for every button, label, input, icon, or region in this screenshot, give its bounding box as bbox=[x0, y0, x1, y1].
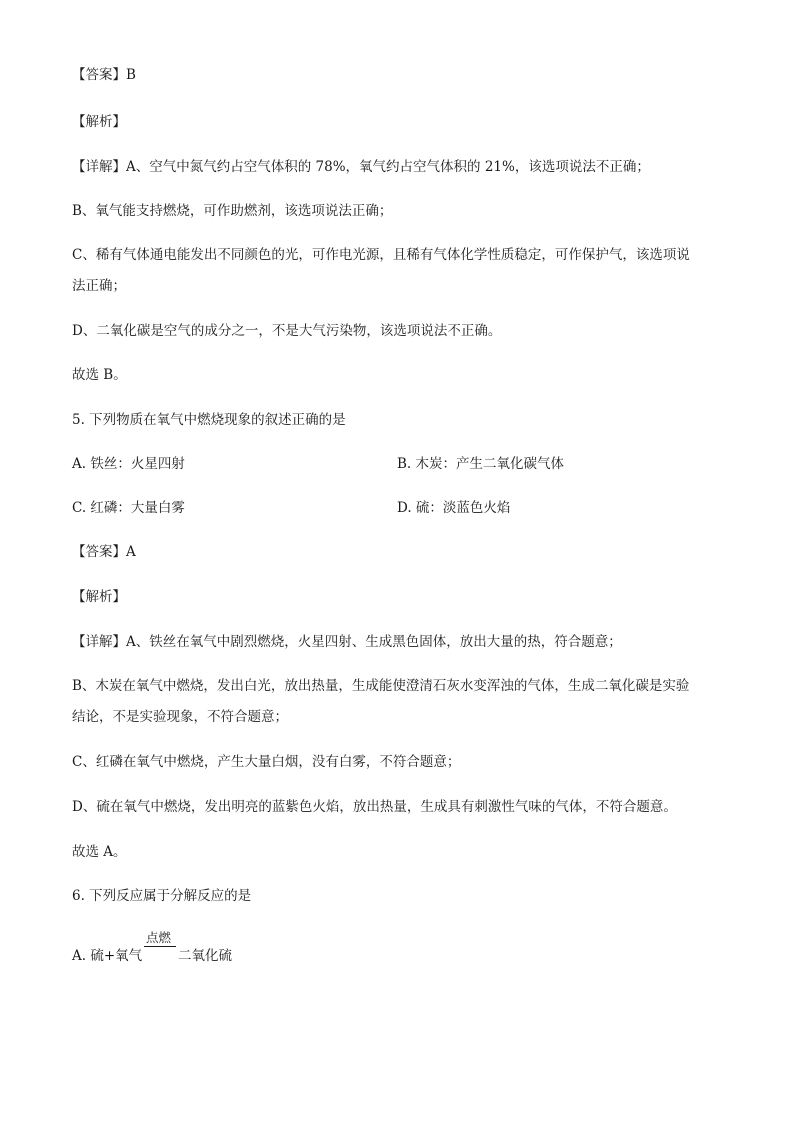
q5-analysis-heading: 【解析】 bbox=[72, 589, 126, 605]
q5-option-b: B. 木炭：产生二氧化碳气体 bbox=[397, 456, 565, 472]
q4-answer: 【答案】B bbox=[72, 67, 136, 83]
q5-detail-b-line2: 结论，不是实验现象，不符合题意； bbox=[72, 709, 288, 725]
q5-detail-a: 【详解】A、铁丝在氧气中剧烈燃烧，火星四射、生成黑色固体，放出大量的热，符合题意； bbox=[72, 634, 622, 650]
q5-answer: 【答案】A bbox=[72, 544, 136, 560]
q5-option-a: A. 铁丝：火星四射 bbox=[72, 456, 185, 472]
q6-option-a-reaction bbox=[72, 930, 372, 970]
q4-detail-b: B、氧气能支持燃烧，可作助燃剂，该选项说法正确； bbox=[72, 203, 393, 219]
q4-analysis-heading: 【解析】 bbox=[72, 114, 126, 130]
q4-conclusion: 故选 B。 bbox=[72, 367, 127, 383]
q5-stem: 5. 下列物质在氧气中燃烧现象的叙述正确的是 bbox=[72, 412, 346, 428]
q4-detail-c-line1: C、稀有气体通电能发出不同颜色的光，可作电光源，且稀有气体化学性质稳定，可作保护气，该选项说 bbox=[72, 247, 690, 263]
q4-detail-d: D、二氧化碳是空气的成分之一，不是大气污染物，该选项说法不正确。 bbox=[72, 323, 502, 339]
q6-option-a-reactants: A. 硫+氧气 bbox=[72, 948, 143, 964]
q5-detail-c: C、红磷在氧气中燃烧，产生大量白烟，没有白雾，不符合题意； bbox=[72, 754, 461, 770]
q5-conclusion: 故选 A。 bbox=[72, 844, 127, 860]
q5-detail-d: D、硫在氧气中燃烧，发出明亮的蓝紫色火焰，放出热量，生成具有刺激性气味的气体，不符合题意。 bbox=[72, 799, 677, 815]
q6-option-a-product: 二氧化硫 bbox=[178, 948, 232, 964]
q4-detail-c-line2: 法正确； bbox=[72, 278, 126, 294]
reaction-arrow-line bbox=[144, 946, 176, 947]
q5-detail-b-line1: B、木炭在氧气中燃烧，发出白光，放出热量，生成能使澄清石灰水变浑浊的气体，生成二氧化碳是实验 bbox=[72, 678, 690, 694]
q5-option-c: C. 红磷：大量白雾 bbox=[72, 500, 185, 516]
reaction-condition: 点燃 bbox=[146, 930, 172, 945]
q6-stem: 6. 下列反应属于分解反应的是 bbox=[72, 888, 252, 904]
q5-option-d: D. 硫：淡蓝色火焰 bbox=[397, 500, 511, 516]
q4-detail-a: 【详解】A、空气中氮气约占空气体积的 78%，氧气约占空气体积的 21%，该选项说法不正确； bbox=[72, 159, 650, 175]
